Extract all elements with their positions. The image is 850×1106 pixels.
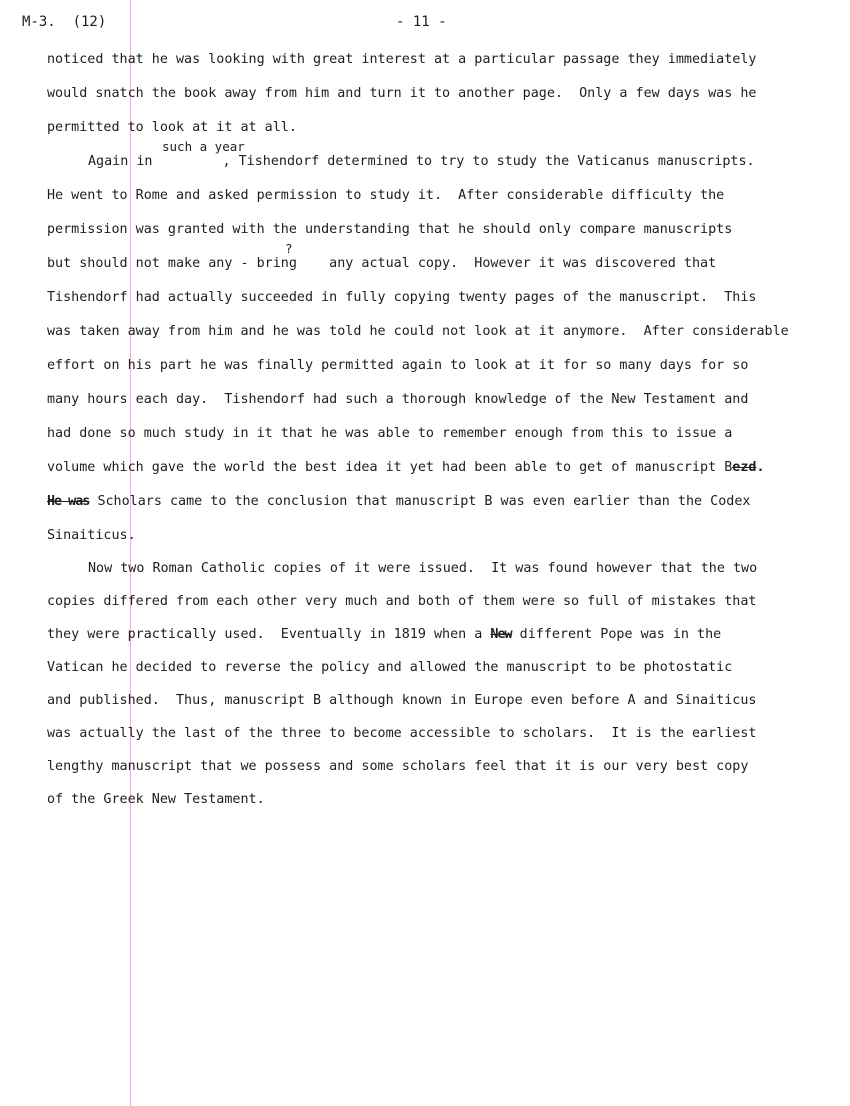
text-line: Vatican he decided to reverse the policy and allowed the manuscript to be photostatic — [47, 660, 733, 675]
text-fragment: Scholars came to the conclusion that manuscript B was even earlier than the Codex — [97, 494, 751, 509]
text-fragment: they were practically used. Eventually in 1819 when a — [47, 627, 483, 642]
text-line: had done so much study in it that he was able to remember enough from this to issue a — [47, 426, 733, 441]
struck-text: ezd — [732, 460, 757, 475]
text-fragment: but should not make any - — [47, 256, 249, 271]
text-line — [47, 256, 716, 272]
text-line: many hours each day. Tishendorf had such a thorough knowledge of the New Testament and — [47, 392, 749, 407]
struck-text: He was — [47, 494, 90, 509]
text-line: was taken away from him and he was told he could not look at it anymore. After considerable — [47, 324, 789, 339]
page-number: - 11 - — [396, 14, 447, 30]
text-line: noticed that he was looking with great interest at a particular passage they immediately — [47, 52, 757, 67]
text-line — [47, 494, 750, 510]
manuscript-ref: M-3. — [22, 14, 56, 30]
text-line: was actually the last of the three to become accessible to scholars. It is the earliest — [47, 726, 757, 741]
text-fragment: . — [756, 460, 765, 475]
struck-text: New — [490, 627, 512, 642]
handwritten-question-mark: ? — [285, 241, 293, 256]
handwritten-insertion: such a year — [162, 139, 245, 154]
text-fragment: bring — [256, 256, 297, 271]
text-line: lengthy manuscript that we possess and some scholars feel that it is our very best copy — [47, 759, 749, 774]
text-line: effort on his part he was finally permitted again to look at it for so many days for so — [47, 358, 749, 373]
text-line: and published. Thus, manuscript B although known in Europe even before A and Sinaiticus — [47, 693, 757, 708]
text-line: Sinaiticus. — [47, 528, 136, 543]
text-fragment: volume which gave the world the best idea it yet had been able to get of manuscript B — [47, 460, 733, 475]
text-line: Now two Roman Catholic copies of it were issued. It was found however that the two — [88, 561, 758, 576]
text-line: copies differed from each other very much and both of them were so full of mistakes that — [47, 594, 757, 609]
text-fragment: , Tishendorf determined to try to study the Vaticanus manuscripts. — [222, 154, 755, 169]
text-line: would snatch the book away from him and turn it to another page. Only a few days was he — [47, 86, 757, 101]
page-header — [22, 14, 106, 30]
text-line — [47, 627, 721, 643]
text-fragment: Again in — [88, 154, 153, 169]
text-line: permission was granted with the understanding that he should only compare manuscripts — [47, 222, 733, 237]
text-line: of the Greek New Testament. — [47, 792, 265, 807]
text-line: Tishendorf had actually succeeded in fully copying twenty pages of the manuscript. This — [47, 290, 757, 305]
folio-number: (12) — [72, 14, 107, 30]
text-line: permitted to look at it at all. — [47, 120, 297, 135]
text-fragment: any actual copy. However it was discovered that — [329, 256, 717, 271]
text-fragment: different Pope was in the — [519, 627, 722, 642]
text-line — [88, 154, 755, 170]
text-line — [47, 460, 765, 476]
text-line: He went to Rome and asked permission to study it. After considerable difficulty the — [47, 188, 725, 203]
